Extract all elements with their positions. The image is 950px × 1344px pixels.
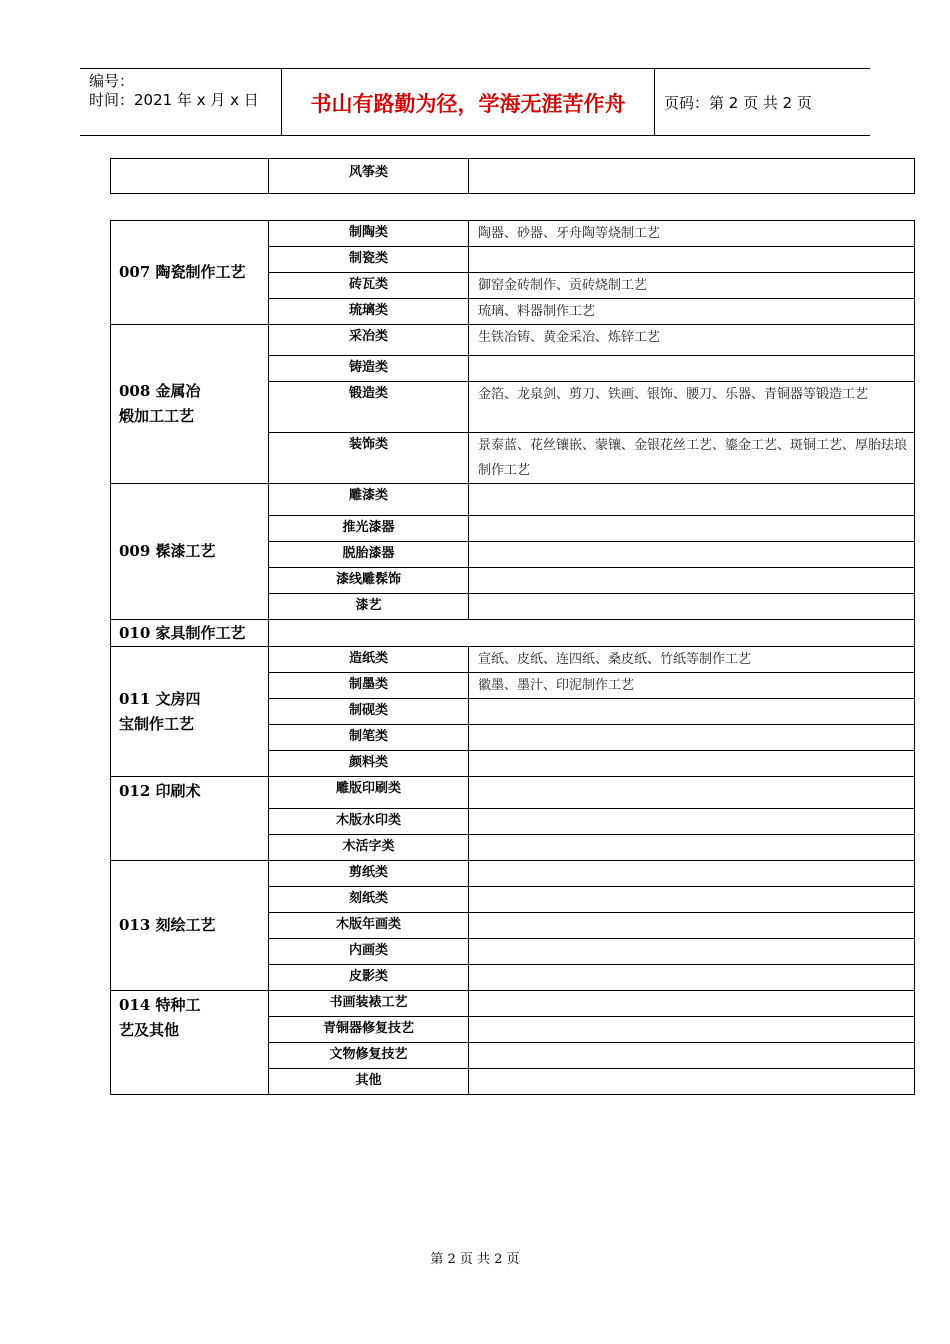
subcategory-cell: 制笔类	[269, 725, 469, 751]
subcategory-cell: 木版年画类	[269, 913, 469, 939]
subcategory-cell: 琉璃类	[269, 299, 469, 325]
description-cell	[469, 1043, 915, 1069]
subcategory-cell: 制陶类	[269, 221, 469, 247]
subcategory-cell: 风筝类	[269, 159, 469, 194]
description-cell	[469, 1069, 915, 1095]
table-row	[111, 647, 915, 673]
category-cell: 012 印刷术	[111, 777, 269, 861]
subcategory-cell: 雕漆类	[269, 484, 469, 516]
subcategory-cell: 青铜器修复技艺	[269, 1017, 469, 1043]
table-row	[111, 620, 915, 647]
subcategory-cell: 漆艺	[269, 594, 469, 620]
description-cell	[469, 247, 915, 273]
table-row	[111, 777, 915, 809]
description-cell	[469, 159, 915, 194]
description-cell: 景泰蓝、花丝镶嵌、蒙镶、金银花丝工艺、鎏金工艺、斑铜工艺、厚胎珐琅制作工艺	[469, 433, 915, 484]
table-row	[111, 484, 915, 516]
subcategory-cell: 木活字类	[269, 835, 469, 861]
description-cell	[469, 356, 915, 382]
subcategory-cell: 雕版印刷类	[269, 777, 469, 809]
description-cell: 陶器、砂器、牙舟陶等烧制工艺	[469, 221, 915, 247]
description-cell	[469, 568, 915, 594]
subcategory-cell: 书画装裱工艺	[269, 991, 469, 1017]
table-row	[111, 991, 915, 1017]
subcategory-cell: 漆线雕髹饰	[269, 568, 469, 594]
description-cell	[469, 809, 915, 835]
subcategory-cell: 推光漆器	[269, 516, 469, 542]
subcategory-cell: 文物修复技艺	[269, 1043, 469, 1069]
empty-cell	[269, 620, 915, 647]
header-motto: 书山有路勤为径，学海无涯苦作舟	[310, 91, 626, 116]
description-cell: 生铁冶铸、黄金采冶、炼锌工艺	[469, 325, 915, 356]
description-cell	[469, 751, 915, 777]
category-cell: 009 髹漆工艺	[111, 484, 269, 620]
table-row	[111, 221, 915, 247]
description-cell	[469, 965, 915, 991]
description-cell	[469, 484, 915, 516]
category-cell: 007 陶瓷制作工艺	[111, 221, 269, 325]
subcategory-cell: 砖瓦类	[269, 273, 469, 299]
subcategory-cell: 铸造类	[269, 356, 469, 382]
header-bottom-rule	[80, 135, 870, 136]
table-row	[111, 325, 915, 356]
subcategory-cell: 剪纸类	[269, 861, 469, 887]
category-cell: 008 金属冶煅加工工艺	[111, 325, 269, 484]
description-cell	[469, 699, 915, 725]
description-cell	[469, 861, 915, 887]
subcategory-cell: 装饰类	[269, 433, 469, 484]
subcategory-cell: 颜料类	[269, 751, 469, 777]
subcategory-cell: 脱胎漆器	[269, 542, 469, 568]
description-cell: 琉璃、料器制作工艺	[469, 299, 915, 325]
description-cell	[469, 939, 915, 965]
description-cell	[469, 913, 915, 939]
subcategory-cell: 锻造类	[269, 382, 469, 433]
category-cell: 013 刻绘工艺	[111, 861, 269, 991]
description-cell	[469, 887, 915, 913]
description-cell	[469, 777, 915, 809]
description-cell	[469, 991, 915, 1017]
subcategory-cell: 刻纸类	[269, 887, 469, 913]
subcategory-cell: 其他	[269, 1069, 469, 1095]
description-cell: 御窑金砖制作、贡砖烧制工艺	[469, 273, 915, 299]
description-cell	[469, 594, 915, 620]
document-number-label: 编号：	[89, 72, 135, 90]
table-row	[111, 861, 915, 887]
category-cell: 014 特种工艺及其他	[111, 991, 269, 1095]
subcategory-cell: 木版水印类	[269, 809, 469, 835]
header-divider	[654, 69, 655, 135]
category-cell	[111, 159, 269, 194]
header-top-rule	[80, 68, 870, 69]
craft-table	[110, 220, 915, 1095]
document-date-label: 时间：2021 年 x 月 x 日	[89, 91, 259, 109]
category-cell: 010 家具制作工艺	[111, 620, 269, 647]
subcategory-cell: 造纸类	[269, 647, 469, 673]
description-cell	[469, 542, 915, 568]
page-number-label: 页码：第 2 页 共 2 页	[664, 94, 812, 112]
subcategory-cell: 采冶类	[269, 325, 469, 356]
subcategory-cell: 皮影类	[269, 965, 469, 991]
subcategory-cell: 制砚类	[269, 699, 469, 725]
description-cell	[469, 516, 915, 542]
subcategory-cell: 内画类	[269, 939, 469, 965]
description-cell: 金箔、龙泉剑、剪刀、铁画、银饰、腰刀、乐器、青铜器等锻造工艺	[469, 382, 915, 433]
description-cell	[469, 835, 915, 861]
top-table	[110, 158, 915, 194]
subcategory-cell: 制瓷类	[269, 247, 469, 273]
subcategory-cell: 制墨类	[269, 673, 469, 699]
description-cell	[469, 725, 915, 751]
description-cell: 宣纸、皮纸、连四纸、桑皮纸、竹纸等制作工艺	[469, 647, 915, 673]
description-cell: 徽墨、墨汁、印泥制作工艺	[469, 673, 915, 699]
description-cell	[469, 1017, 915, 1043]
page-footer: 第 2 页 共 2 页	[430, 1252, 520, 1267]
category-cell: 011 文房四宝制作工艺	[111, 647, 269, 777]
table-row	[111, 159, 915, 194]
